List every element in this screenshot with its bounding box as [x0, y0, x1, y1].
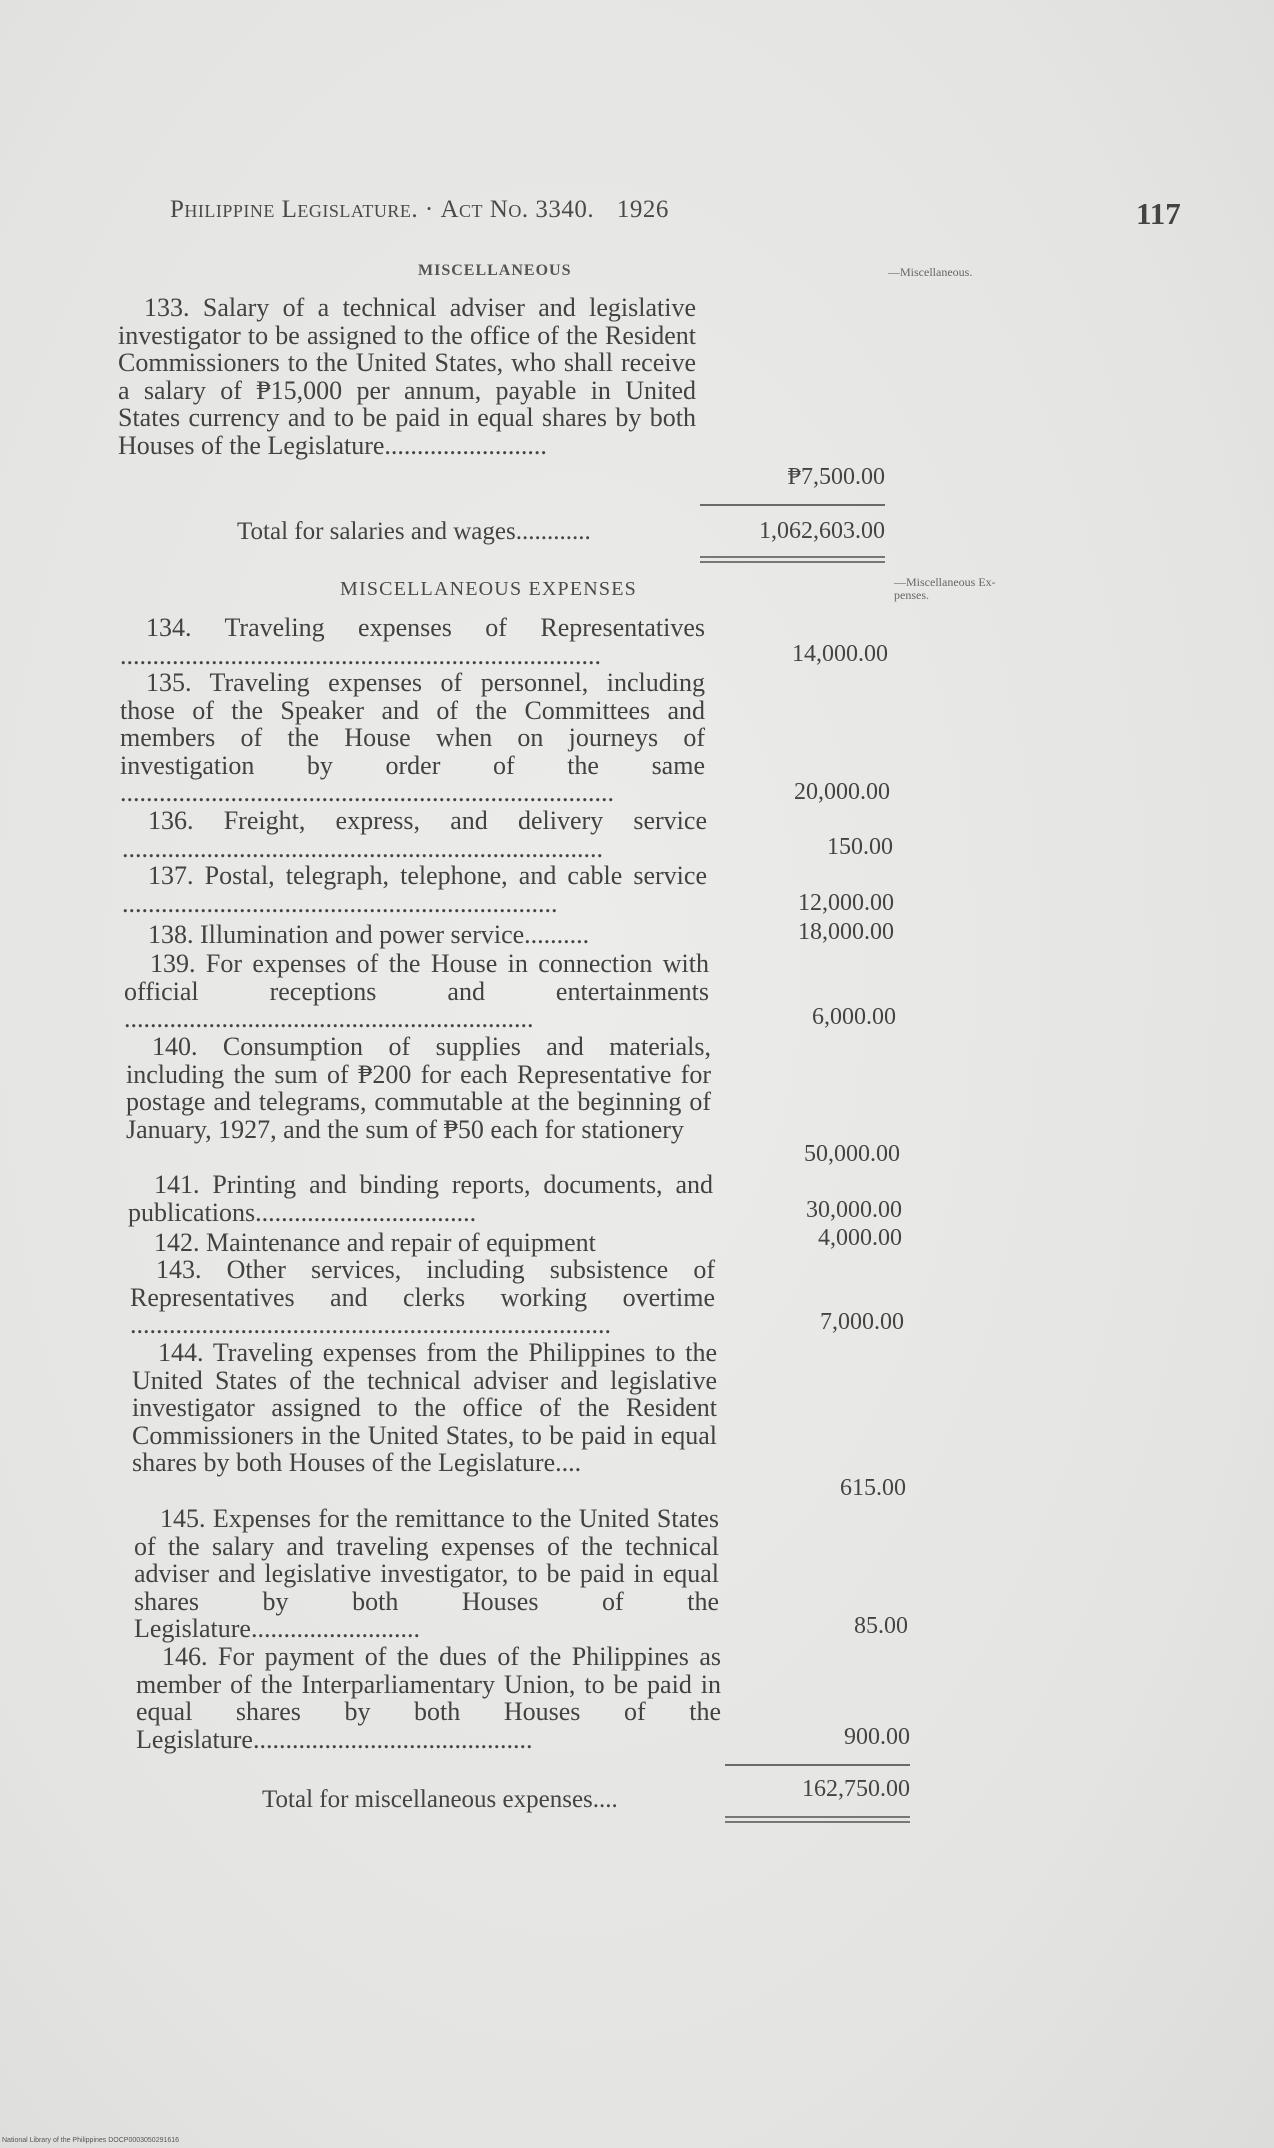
header-year: 1926 — [616, 196, 669, 223]
amount-140: 50,000.00 — [804, 1141, 900, 1167]
item-145: 145. Expenses for the remittance to the United States of the salary and traveling expenses of the technical adviser and legislative investigator, to be paid in equal shares by both Houses of the Legislature.......................... — [134, 1504, 719, 1643]
item-144: 144. Traveling expenses from the Philippines to the United States of the technical adviser and legislative investigator assigned to the office of the Resident Commissioners in the United States, to be paid in equal shares by both Houses of the Legislature.... — [132, 1338, 717, 1477]
amount-138: 18,000.00 — [798, 919, 894, 945]
amount-139: 6,000.00 — [812, 1004, 896, 1030]
amount-145: 85.00 — [854, 1613, 908, 1639]
total-misc-label: Total for miscellaneous expenses.... — [262, 1786, 618, 1813]
scan-footer: National Library of the Philippines DOCP0003050291616 — [2, 2137, 180, 2144]
item-137: 137. Postal, telegraph, telephone, and cable service ................................................................... — [122, 861, 707, 918]
total-salaries-label: Total for salaries and wages............ — [237, 518, 591, 545]
amount-142: 4,000.00 — [818, 1225, 902, 1251]
section-heading-miscellaneous: MISCELLANEOUS — [418, 262, 572, 279]
amount-136: 150.00 — [827, 834, 893, 860]
item-143: 143. Other services, including subsistence of Representatives and clerks working overtime .......................................................................... — [130, 1255, 715, 1339]
item-135: 135. Traveling expenses of personnel, including those of the Speaker and of the Committees and members of the House when on journeys of investigation by order of the same ............................................................................ — [120, 668, 705, 807]
margin-note-line-1: —Miscellaneous Ex- — [894, 575, 996, 589]
margin-note-misc-expenses — [894, 576, 1094, 602]
item-133: 133. Salary of a technical adviser and legislative investigator to be assigned to the office of the Resident Commissioners to the United States, who shall receive a salary of ₱15,000 per annum, payable in United States currency and to be paid in equal shares by both Houses of the Legislature......................... — [118, 293, 696, 460]
item-139: 139. For expenses of the House in connection with official receptions and entertainments ............................................................... — [124, 949, 709, 1033]
total-salaries-double-rule — [700, 556, 885, 563]
item-140: 140. Consumption of supplies and materials, including the sum of ₱200 for each Representative for postage and telegrams, commutable at the beginning of January, 1927, and the sum of ₱50 each for stationery — [126, 1032, 711, 1144]
item-146: 146. For payment of the dues of the Philippines as member of the Interparliamentary Union, to be paid in equal shares by both Houses of the Legislature........................................... — [136, 1642, 721, 1754]
item-136: 136. Freight, express, and delivery service .......................................................................... — [122, 806, 707, 863]
total-salaries-amount: 1,062,603.00 — [759, 518, 885, 544]
total-misc-amount: 162,750.00 — [802, 1776, 910, 1802]
margin-note-miscellaneous: —Miscellaneous. — [888, 265, 973, 279]
header-act: Act No. 3340. — [440, 196, 595, 223]
amount-133: ₱7,500.00 — [787, 464, 885, 490]
page-number: 117 — [1136, 196, 1181, 231]
amount-135: 20,000.00 — [794, 779, 890, 805]
amount-144: 615.00 — [840, 1475, 906, 1501]
margin-note-line-2: penses. — [894, 588, 929, 602]
item-138: 138. Illumination and power service.......... — [148, 920, 590, 949]
item-134: 134. Traveling expenses of Representatives .......................................................................... — [120, 613, 705, 670]
amount-134: 14,000.00 — [792, 641, 888, 667]
amount-141: 30,000.00 — [806, 1197, 902, 1223]
item-141: 141. Printing and binding reports, documents, and publications.................................. — [128, 1170, 713, 1227]
running-header — [170, 196, 669, 224]
subtotal-rule-2 — [725, 1764, 910, 1766]
amount-143: 7,000.00 — [820, 1309, 904, 1335]
header-title: Philippine Legislature. — [170, 196, 419, 223]
total-misc-double-rule — [725, 1816, 910, 1823]
section-heading-misc-expenses: MISCELLANEOUS EXPENSES — [340, 578, 637, 600]
header-separator: · — [424, 196, 441, 223]
subtotal-rule — [700, 504, 885, 506]
item-142: 142. Maintenance and repair of equipment — [154, 1228, 596, 1257]
amount-137: 12,000.00 — [798, 890, 894, 916]
amount-146: 900.00 — [844, 1724, 910, 1750]
